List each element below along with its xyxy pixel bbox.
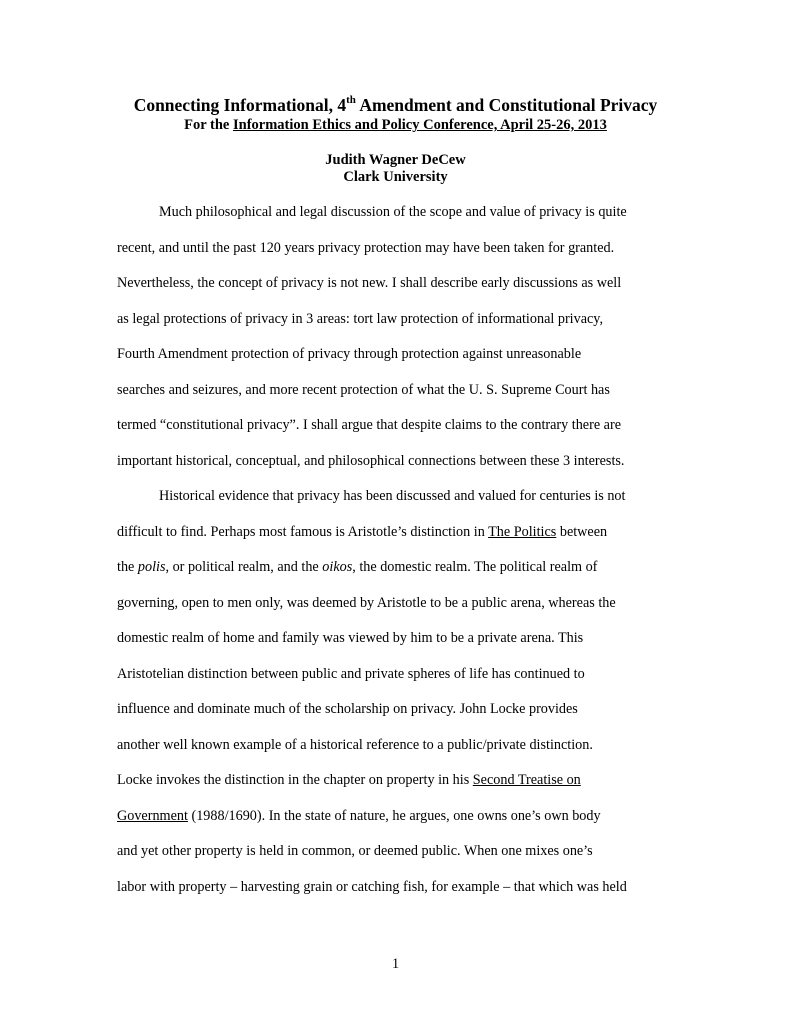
paragraph-2-line-1: Historical evidence that privacy has been discussed and valued for centuries is not	[159, 488, 626, 504]
author-name: Judith Wagner DeCew	[325, 152, 466, 168]
term-polis: polis	[137, 559, 166, 575]
document-title	[0, 95, 791, 115]
paragraph-2-line-11: and yet other property is held in common, or deemed public. When one mixes one’s	[117, 843, 593, 859]
paragraph-1-line-3: Nevertheless, the concept of privacy is not new. I shall describe early discussions as well	[117, 275, 622, 291]
conference-name: Information Ethics and Policy Conference, April 25-26, 2013	[232, 117, 607, 133]
author-affiliation: Clark University	[343, 169, 448, 185]
p2-line9-text: Locke invokes the distinction in the chapter on property in his	[117, 772, 473, 788]
paragraph-2-line-4: governing, open to men only, was deemed by Aristotle to be a public arena, whereas the	[117, 595, 616, 611]
book-title-government: Government	[117, 808, 188, 824]
paragraph-1-line-4: as legal protections of privacy in 3 areas: tort law protection of informational privacy,	[117, 311, 604, 327]
paragraph-2-line-5: domestic realm of home and family was viewed by him to be a private arena. This	[117, 630, 584, 646]
title-superscript: th	[346, 94, 356, 107]
book-title-the-politics: The Politics	[488, 524, 557, 540]
subtitle-prefix: For the	[184, 117, 233, 133]
paragraph-1-line-1: Much philosophical and legal discussion of the scope and value of privacy is quite	[159, 204, 627, 220]
paragraph-2-line-2	[117, 523, 607, 541]
title-text-end: Amendment and Constitutional Privacy	[355, 95, 658, 115]
paragraph-1-line-8: important historical, conceptual, and philosophical connections between these 3 interests.	[117, 453, 625, 469]
title-text-start: Connecting Informational, 4	[133, 95, 347, 115]
paragraph-2-line-6: Aristotelian distinction between public and private spheres of life has continued to	[117, 666, 585, 682]
p2-line3-a: the	[117, 559, 138, 575]
p2-line2-text: difficult to find. Perhaps most famous is Aristotle’s distinction in	[117, 524, 489, 540]
book-title-second-treatise: Second Treatise on	[472, 772, 581, 788]
paragraph-2-line-7: influence and dominate much of the scholarship on privacy. John Locke provides	[117, 701, 578, 717]
paragraph-1-line-7: termed “constitutional privacy”. I shall argue that despite claims to the contrary there are	[117, 417, 621, 433]
term-oikos: oikos	[322, 559, 353, 575]
paragraph-2-line-3	[117, 558, 597, 576]
p2-line3-b: , or political realm, and the	[165, 559, 323, 575]
paragraph-1-line-6: searches and seizures, and more recent protection of what the U. S. Supreme Court has	[117, 382, 610, 398]
paragraph-2-line-8: another well known example of a historical reference to a public/private distinction.	[117, 737, 593, 753]
paragraph-2-line-12: labor with property – harvesting grain or catching fish, for example – that which was held	[117, 879, 627, 895]
page-number: 1	[391, 956, 400, 972]
paragraph-1-line-2: recent, and until the past 120 years privacy protection may have been taken for granted.	[117, 240, 615, 256]
paragraph-2-line-9	[117, 771, 581, 789]
p2-line3-c: , the domestic realm. The political realm of	[352, 559, 598, 575]
paragraph-1-line-5: Fourth Amendment protection of privacy through protection against unreasonable	[117, 346, 582, 362]
p2-line10-text: (1988/1690). In the state of nature, he argues, one owns one’s own body	[187, 808, 601, 824]
document-subtitle	[0, 117, 791, 134]
paragraph-2-line-10	[117, 807, 601, 825]
p2-line2-tail: between	[556, 524, 608, 540]
